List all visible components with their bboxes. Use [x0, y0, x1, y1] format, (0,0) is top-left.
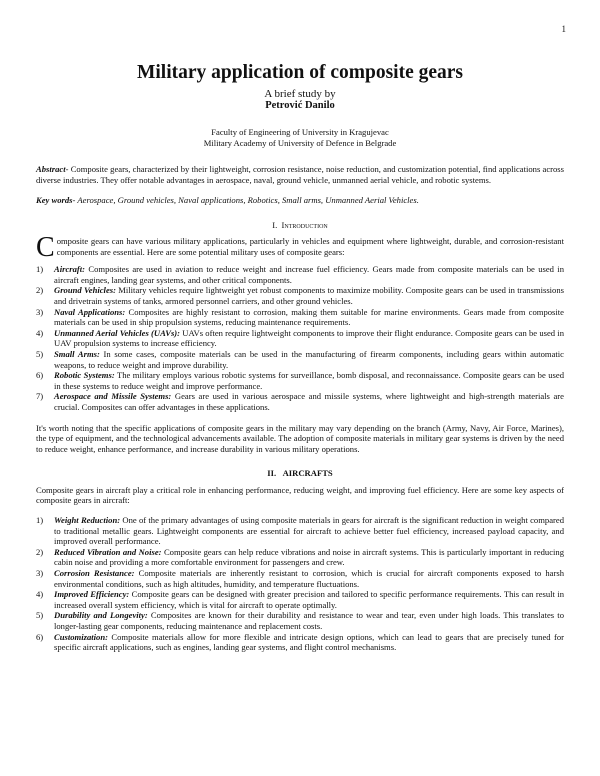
- list-item: [36, 264, 564, 285]
- list-term: Aerospace and Missile Systems:: [54, 391, 172, 402]
- closing-paragraph: It's worth noting that the specific applications of composite gears in the military may vary depending on the branch (Army, Navy, Air Force, Marines), the type of equipment, and the technological advancements available. The adoption of composite materials in military gear systems is driven by the need to reduce weight, enhance performance, and increase durability in various military operations.: [36, 422, 564, 454]
- list-number: 2): [36, 546, 44, 557]
- affiliation-line: Faculty of Engineering of University in Kragujevac: [211, 127, 389, 137]
- affiliations: [36, 127, 564, 148]
- list-number: 2): [36, 285, 44, 296]
- author-name: Petrović Danilo: [265, 100, 335, 111]
- list-item: [36, 632, 564, 653]
- keywords: [36, 195, 564, 206]
- list-item: [36, 610, 564, 631]
- list-text: Military vehicles require lightweight yet robust components to maximize mobility. Composite gears can be used in transmissions and drivetrain systems of tanks, armored personnel carriers, and other ground vehicles.: [54, 285, 564, 306]
- aircraft-aspects-list: [36, 515, 564, 653]
- list-number: 6): [36, 631, 44, 642]
- list-term: Improved Efficiency:: [54, 589, 130, 600]
- list-term: Aircraft:: [54, 264, 86, 275]
- affiliation-line: Military Academy of University of Defence in Belgrade: [203, 137, 397, 148]
- list-term: Durability and Longevity:: [54, 610, 148, 621]
- list-number: 7): [36, 391, 44, 402]
- drop-cap: C: [36, 232, 55, 263]
- list-number: 6): [36, 370, 44, 381]
- subtitle: A brief study by: [264, 88, 336, 100]
- keywords-label: Key words: [36, 195, 73, 205]
- paper-title: Military application of composite gears: [136, 62, 464, 83]
- list-text: UAVs often require lightweight components to improve their flight endurance. Composite gears can be used in UAV propulsion systems to increase efficiency.: [54, 327, 564, 349]
- list-item: [36, 391, 564, 412]
- list-item: [36, 547, 564, 568]
- list-number: 1): [36, 514, 44, 525]
- list-number: 4): [36, 327, 44, 338]
- list-text: In some cases, composite materials can be used in the manufacturing of firearm components, including gears within automatic weapons, to reduce weight and improve durability.: [54, 348, 564, 370]
- list-item: [36, 568, 564, 589]
- list-text: The military employs various robotic systems for surveillance, bomb disposal, and reconnaissance. Composite gears can be used in these systems to reduce weight and improve performance.: [54, 370, 564, 391]
- list-number: 3): [36, 306, 44, 317]
- section-title: AIRCRAFTS: [282, 468, 333, 479]
- list-text: Composite materials are inherently resistant to corrosion, which is crucial for aircraft components exposed to harsh environmental conditions, such as high altitudes, humidity, and temperature fluctuations.: [54, 567, 564, 589]
- list-term: Naval Applications:: [54, 306, 126, 317]
- military-uses-list: [36, 264, 564, 412]
- list-term: Unmanned Aerial Vehicles (UAVs):: [54, 327, 181, 338]
- list-number: 5): [36, 610, 44, 621]
- list-item: [36, 515, 564, 547]
- list-term: Weight Reduction:: [54, 514, 121, 525]
- list-term: Customization:: [54, 631, 108, 642]
- list-item: [36, 349, 564, 370]
- list-text: Composites are known for their durability and resistance to wear and tear, even under high loads. This translates to longer-lasting gear components, reducing maintenance and replacement costs.: [54, 610, 564, 631]
- list-term: Corrosion Resistance:: [54, 567, 135, 578]
- abstract-label: Abstract-: [36, 164, 69, 174]
- list-number: 5): [36, 348, 44, 359]
- aircrafts-intro-paragraph: Composite gears in aircraft play a critical role in enhancing performance, reducing weight, and improving fuel efficiency. Here are some key aspects of composite gears in aircraft:: [36, 484, 564, 506]
- list-text: Composites are highly resistant to corrosion, making them suitable for marine environments. Gears made from composite materials can be used in ship propulsion systems, reducing maintenance requirements.: [54, 306, 564, 328]
- list-term: Small Arms:: [54, 348, 100, 359]
- list-text: One of the primary advantages of using composite materials in gears for aircraft is the significant reduction in weight compared to traditional metallic gears. Lightweight components are essential for aircraft to achieve better fuel efficiency, increased payload capacity, and improved overall performance.: [54, 514, 564, 547]
- introduction-paragraph: [36, 232, 564, 263]
- list-term: Robotic Systems:: [54, 370, 115, 381]
- list-item: [36, 370, 564, 391]
- list-text: Composite materials allow for more flexible and intricate design options, which can lead to gears that are precisely tuned for specific aircraft applications, such as engines, landing gear systems, and flight control mechanisms.: [54, 631, 564, 653]
- list-text: Composite gears can be designed with greater precision and tailored to specific performance requirements. This can result in increased overall system efficiency, which is vital for aircraft to operate optimally.: [54, 589, 564, 610]
- list-term: Ground Vehicles:: [54, 285, 116, 296]
- section-heading-introduction: [36, 220, 564, 231]
- list-item: [36, 307, 564, 328]
- section-numeral: I.: [272, 219, 278, 230]
- list-term: Reduced Vibration and Noise:: [54, 546, 162, 557]
- section-title: Introduction: [281, 219, 328, 230]
- list-number: 1): [36, 264, 44, 275]
- list-item: [36, 285, 564, 306]
- introduction-text: omposite gears can have various military applications, particularly in vehicles and equipment where lightweight, durable, and corrosion-resistant components are essential. Here are some potential military uses of composite gears:: [56, 236, 564, 257]
- list-number: 4): [36, 589, 44, 600]
- list-number: 3): [36, 567, 44, 578]
- list-item: [36, 589, 564, 610]
- abstract: [36, 164, 564, 185]
- list-item: [36, 328, 564, 349]
- section-numeral: II.: [267, 468, 277, 479]
- list-text: Composite gears can help reduce vibrations and noise in aircraft systems. This is particularly important in reducing cabin noise and providing a more comfortable environment for passengers and crew.: [54, 546, 565, 568]
- page-number: 1: [561, 24, 566, 34]
- list-text: Gears are used in various aerospace and missile systems, where lightweight and high-strength materials are crucial. Composites can offer advantages in these applications.: [54, 391, 564, 412]
- list-text: Composites are used in aviation to reduce weight and increase fuel efficiency. Gears made from composite materials can be used in aircraft engines, landing gear systems, and other critical components.: [54, 264, 564, 285]
- section-heading-aircrafts: [36, 468, 564, 479]
- keywords-text: - Aerospace, Ground vehicles, Naval applications, Robotics, Small arms, Unmanned Aerial Vehicles.: [72, 195, 419, 205]
- abstract-text: Composite gears, characterized by their lightweight, corrosion resistance, noise reduction, and customization potential, find applications across diverse industries. They offer notable advantages in aerospace, naval, ground vehicle, unmanned aerial vehicle, and robotic systems.: [36, 164, 564, 185]
